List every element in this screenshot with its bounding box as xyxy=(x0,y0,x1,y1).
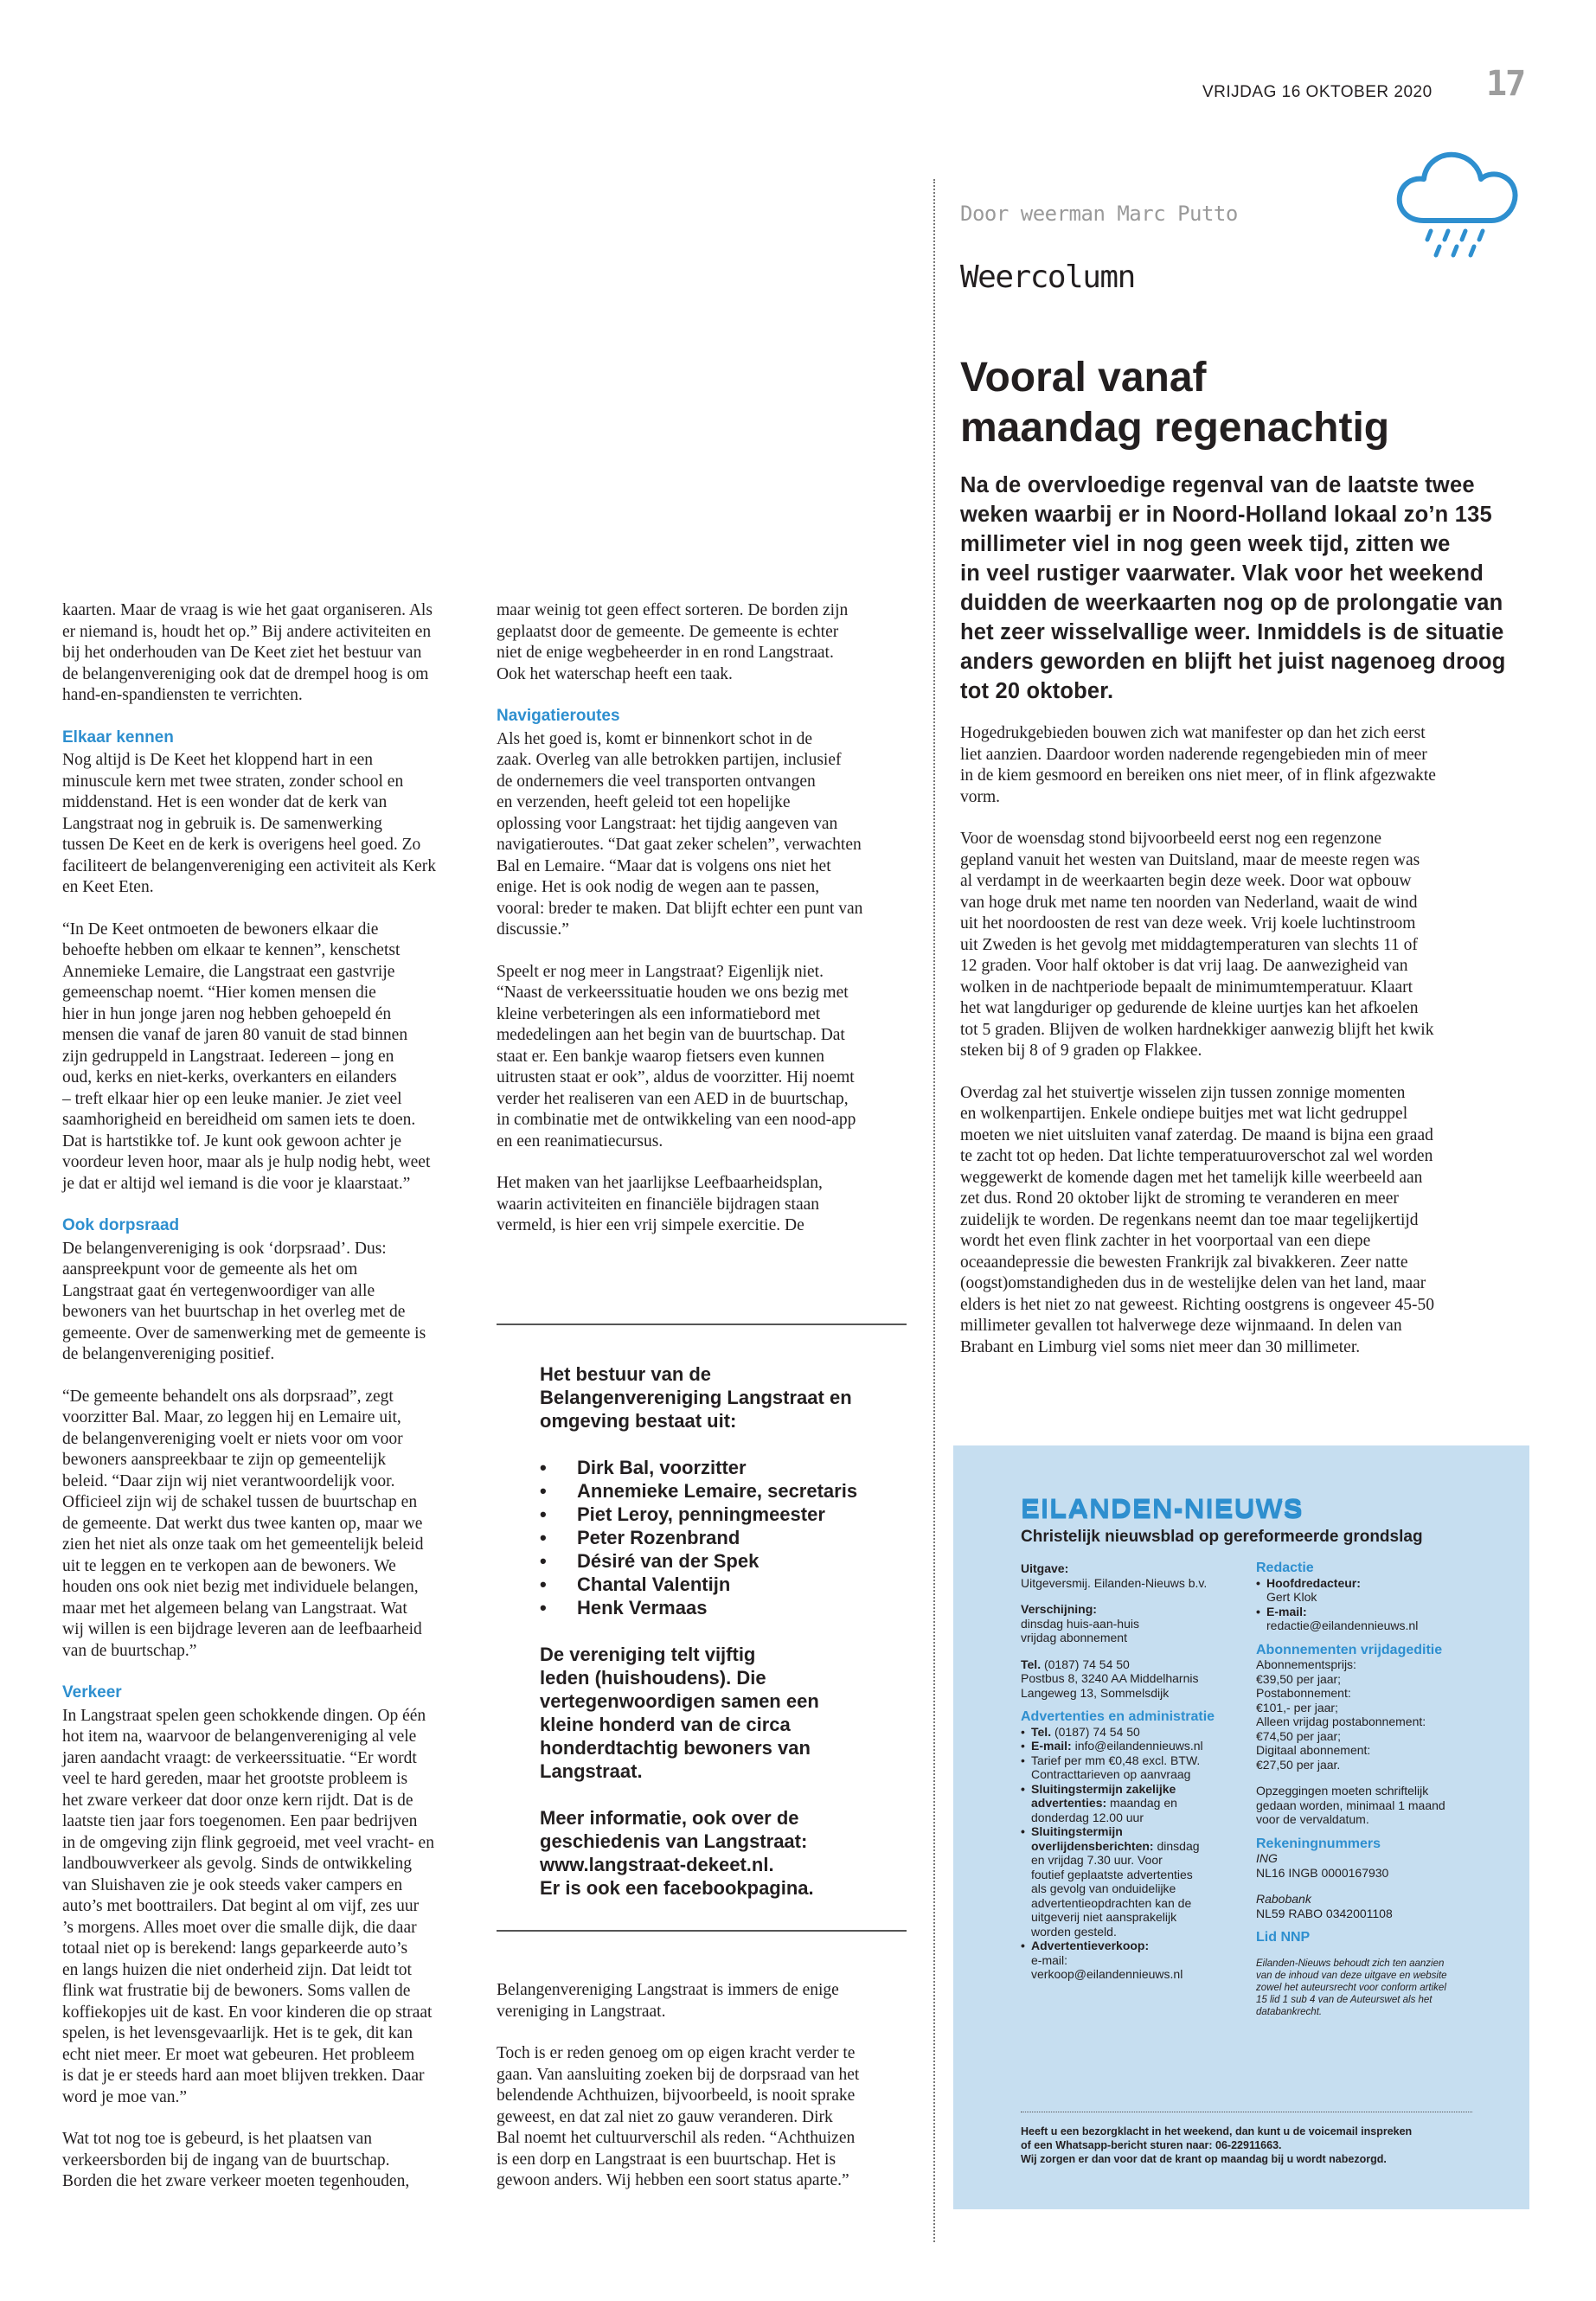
subheading: Elkaar kennen xyxy=(62,727,174,747)
colophon-left xyxy=(1021,1561,1247,1982)
text-line: waarin activiteiten en financiële bijdragen staan xyxy=(497,1195,820,1214)
abo-line: €27,50 per jaar. xyxy=(1256,1757,1341,1772)
text-line: hand-en-spandiensten te verrichten. xyxy=(62,686,303,704)
lead-line: het zeer wisselvallige weer. Inmiddels is de situatie xyxy=(960,620,1504,644)
headline-line: Vooral vanaf xyxy=(960,355,1207,401)
text-line: middenstand. Het is een wonder dat de kerk van xyxy=(62,793,388,811)
text-line: en langs huizen die niet onderheid zijn. Dat leidt tot xyxy=(62,1960,412,1979)
paragraph xyxy=(497,962,910,1153)
spacer xyxy=(1256,1772,1498,1784)
text-line: uit te leggen en te verkopen aan de bewoners. We xyxy=(62,1556,396,1575)
text-line: hot item na, waarvoor de belangenvereniging al vele xyxy=(62,1727,417,1746)
text-line: bewoners aanspreekbaar te zijn op gemeentelijk xyxy=(62,1451,387,1469)
text-line: in de kiem gesmoord en bereiken ons niet meer, of in flink afgezwakte xyxy=(960,766,1436,785)
disclaimer-line: zowel het auteursrecht voor conform artikel xyxy=(1256,1982,1446,1993)
paragraph xyxy=(497,600,910,685)
verschijning-label: Verschijning: xyxy=(1021,1602,1097,1616)
eilanden-nieuws-logo: EILANDEN-NIEUWS xyxy=(1021,1493,1304,1522)
delivery-complaint xyxy=(1021,2125,1479,2166)
paragraph xyxy=(62,600,476,707)
adv-tel-value: (0187) 74 54 50 xyxy=(1054,1724,1140,1739)
text-line: flink wat frustratie bij de bewoners. Soms vallen de xyxy=(62,1982,411,2000)
text-line: uit Zweden is het gevolg met middagtemperaturen van slechts 11 of xyxy=(960,935,1418,954)
text-line: vereniging in Langstraat. xyxy=(497,2002,666,2021)
text-line: Speelt er nog meer in Langstraat? Eigenlijk niet. xyxy=(497,962,824,981)
text-line: zijn gedruppeld in Langstraat. Iedereen – jong en xyxy=(62,1047,394,1066)
text-line: millimeter gevallen tot halverwege deze wijnmaand. In delen van xyxy=(960,1317,1402,1335)
board-infobox xyxy=(540,1362,903,1923)
text-line: honderdtachtig bewoners van xyxy=(540,1737,811,1759)
opzeg-line: voor de vervaldatum. xyxy=(1256,1812,1369,1826)
adv-tarief-2: Contracttarieven op aanvraag xyxy=(1031,1767,1191,1781)
text-line: kleine verbeteringen als een informatiebord met xyxy=(497,1004,821,1023)
text-line: belendende Achthuizen, bijvoorbeeld, is nooit sprake xyxy=(497,2086,856,2105)
address-line: Langeweg 13, Sommelsdijk xyxy=(1021,1685,1170,1700)
article-column-1 xyxy=(62,600,476,2193)
text-line: vermeld, is hier een vrij simpele exercitie. De xyxy=(497,1216,804,1234)
text-line: het zware verkeer dat door onze kern rijdt. Dat is de xyxy=(62,1791,413,1810)
text-line: de belangenvereniging ook dat de drempel hoog is om xyxy=(62,664,429,683)
colophon xyxy=(953,1445,1529,2209)
text-line: elders is het niet zo nat geweest. Richting oostgrens is ongeveer 45-50 xyxy=(960,1295,1435,1314)
text-line: Hogedrukgebieden bouwen zich wat manifester op dan het zich eerst xyxy=(960,724,1426,742)
abo-line: Digitaal abonnement: xyxy=(1256,1743,1371,1757)
board-member: • Dirk Bal, voorzitter xyxy=(540,1456,903,1479)
text-line: Ook het waterschap heeft een taak. xyxy=(497,664,733,683)
text-line: gemeente. Over de samenwerking met de gemeente is xyxy=(62,1324,426,1343)
abo-line: Abonnementsprijs: xyxy=(1256,1657,1356,1671)
text-line: al verdampt in de weerkaarten begin deze week. Door wat opbouw xyxy=(960,872,1412,890)
text-line: laatste tien jaar fors toegenomen. Een paar bedrijven xyxy=(62,1812,418,1830)
red-email-label: • E-mail: xyxy=(1256,1605,1498,1619)
headline-line: maandag regenachtig xyxy=(960,405,1390,451)
text-line: word je moe van.” xyxy=(62,2087,188,2106)
subheading: Ook dorpsraad xyxy=(62,1216,180,1234)
adv-sluit-label-2: advertenties: xyxy=(1031,1796,1111,1810)
text-line: Wat tot nog toe is gebeurd, is het plaatsen van xyxy=(62,2130,373,2148)
text-line: Nog altijd is De Keet het kloppend hart in een xyxy=(62,751,374,769)
text-line: geweest, en dat zal niet zo gauw veranderen. Dirk xyxy=(497,2107,833,2126)
box-rule-top xyxy=(497,1324,907,1325)
text-line: Er is ook een facebookpagina. xyxy=(540,1877,814,1899)
text-line: te zacht tot op heden. Dat lichte temperatuuroverschot zal wel worden xyxy=(960,1147,1433,1165)
disclaimer-line: 15 lid 1 sub 4 van de Auteurswet als het xyxy=(1256,1994,1433,2005)
text-line: bewoners van het buurtschap in het overleg met de xyxy=(62,1303,406,1321)
tel-value: (0187) 74 54 50 xyxy=(1043,1657,1130,1671)
paragraph xyxy=(497,1173,910,1237)
adv-overl-line: als gevolg van onduidelijke xyxy=(1031,1881,1176,1895)
adv-overl-line xyxy=(1021,1839,1247,1854)
text-line: oceaandepressie die bewesten Frankrijk zal bivakkeren. Zeer natte xyxy=(960,1253,1408,1272)
ing-label: ING xyxy=(1256,1851,1278,1865)
article-column-2-continued xyxy=(497,1980,910,2192)
adv-tel xyxy=(1021,1725,1247,1740)
text-line: oud, kerks en niet-kerks, overkanters en eilanders xyxy=(62,1068,397,1086)
lead-line: weken waarbij er in Noord-Holland lokaal zo’n 135 xyxy=(960,503,1492,527)
text-line: in combinatie met de ontwikkeling van een nood-app xyxy=(497,1111,856,1129)
text-line: je dat er altijd wel iemand is die voor je klaarstaat.” xyxy=(62,1174,411,1193)
text-line: Langstraat. xyxy=(540,1760,643,1782)
text-line: Borden die het zware verkeer moeten tegenhouden, xyxy=(62,2172,410,2190)
redactie-heading: Redactie xyxy=(1256,1561,1314,1575)
text-line: zet dus. Rond 20 oktober lijkt de stroming te veranderen en meer xyxy=(960,1189,1399,1208)
text-line: Toch is er reden genoeg om op eigen kracht verder te xyxy=(497,2044,856,2062)
spacer xyxy=(1021,1645,1247,1657)
rabo-label: Rabobank xyxy=(1256,1892,1311,1906)
text-line: het wat langduriger op gedurende de kleine uurtjes kan het afkoelen xyxy=(960,999,1419,1017)
text-line: Langstraat nog in gebruik is. De samenwerking xyxy=(62,814,382,833)
text-line: beleid. “Daar zijn wij niet verantwoordelijk voor. xyxy=(62,1471,395,1490)
text-line: Dat is hartstikke tof. Je kunt ook gewoon achter je xyxy=(62,1131,402,1150)
lead-line: in veel rustiger vaarwater. Vlak voor het weekend xyxy=(960,561,1484,586)
colophon-tagline: Christelijk nieuwsblad op gereformeerde grondslag xyxy=(1021,1528,1423,1546)
text-line: zuidelijk te worden. De regenkans neemt dan toe maar tegelijkertijd xyxy=(960,1210,1419,1229)
text-line: leden (huishoudens). Die xyxy=(540,1667,766,1689)
text-line: “De gemeente behandelt ons als dorpsraad”, zegt xyxy=(62,1387,394,1406)
text-line: uitrusten staat er ook”, aldus de voorzitter. Hij noemt xyxy=(497,1068,855,1086)
adv-sluit-value: maandag en xyxy=(1110,1796,1177,1810)
text-line: vorm. xyxy=(960,787,1001,806)
text-line: geplaatst door de gemeente. De gemeente is echter xyxy=(497,622,839,641)
text-line: De vereniging telt vijftig xyxy=(540,1644,756,1665)
text-line: van de buurtschap.” xyxy=(62,1641,197,1660)
subheading: Verkeer xyxy=(62,1683,122,1702)
paragraph xyxy=(62,750,476,899)
more-info-text xyxy=(540,1806,903,1900)
abo-heading: Abonnementen vrijdageditie xyxy=(1256,1642,1443,1657)
text-line: koffiekopjes uit de kast. En voor kinderen die op straat xyxy=(62,2003,433,2022)
text-line: kleine honderd van de circa xyxy=(540,1714,791,1735)
spacer xyxy=(1256,1945,1498,1958)
complaint-line: of een Whatsapp-bericht sturen naar: 06-22911663. xyxy=(1021,2139,1282,2151)
text-line: hier in hun jonge jaren nog hebben gehoepeld én xyxy=(62,1004,392,1023)
box-rule-bottom xyxy=(497,1930,907,1932)
hoofdred-label: • Hoofdredacteur: xyxy=(1256,1576,1498,1591)
text-line: Voor de woensdag stond bijvoorbeeld eerst nog een regenzone xyxy=(960,830,1381,848)
text-line: ’s morgens. Alles moet over die smalle dijk, die daar xyxy=(62,1918,417,1937)
adv-overl-line: worden gesteld. xyxy=(1031,1924,1117,1939)
paragraph xyxy=(960,1083,1566,1359)
paragraph xyxy=(497,2043,910,2192)
text-line: Langstraat gaat én vertegenwoordiger van alle xyxy=(62,1281,375,1300)
text-line: van Sluishaven zie je ook steeds vaker campers en xyxy=(62,1875,403,1894)
text-line: zien het niet als onze taak om het gemeentelijk beleid xyxy=(62,1535,424,1554)
byline: Door weerman Marc Putto xyxy=(960,202,1238,226)
weather-headline xyxy=(960,353,1566,453)
text-line: Het bestuur van de xyxy=(540,1363,712,1385)
text-line: totaal niet op is berekend: langs geparkeerde auto’s xyxy=(62,1939,408,1958)
abo-line: Alleen vrijdag postabonnement: xyxy=(1256,1715,1426,1728)
lead-line: anders geworden en blijft het juist nagenoeg droog xyxy=(960,650,1506,674)
adv-sluit-label: • Sluitingstermijn zakelijke xyxy=(1021,1782,1247,1797)
text-line: minuscule kern met twee straten, zonder school en xyxy=(62,772,404,791)
text-line: geschiedenis van Langstraat: xyxy=(540,1830,808,1852)
text-line: bij het onderhouden van De Keet ziet het bestuur van xyxy=(62,644,422,662)
spacer xyxy=(1256,1880,1498,1892)
abo-line: Postabonnement: xyxy=(1256,1686,1351,1700)
text-line: moeten we niet uitsluiten vanaf zaterdag. De maand is bijna een graad xyxy=(960,1125,1433,1144)
text-line: en wolkenpartijen. Enkele ondiepe buitjes met wat licht gedruppel xyxy=(960,1105,1408,1123)
address-line: Postbus 8, 3240 AA Middelharnis xyxy=(1021,1671,1199,1685)
text-line: tussen De Keet en de kerk is overigens heel goed. Zo xyxy=(62,836,421,854)
adv-email-value: info@eilandennieuws.nl xyxy=(1074,1739,1203,1753)
member-count-text xyxy=(540,1643,903,1783)
adv-overl-line: en vrijdag 7.30 uur. Voor xyxy=(1031,1853,1163,1867)
text-line: omgeving bestaat uit: xyxy=(540,1410,737,1432)
abo-line: €101,- per jaar; xyxy=(1256,1700,1338,1715)
subheading: Navigatieroutes xyxy=(497,707,620,725)
infobox-intro xyxy=(540,1362,903,1433)
weather-body xyxy=(960,723,1566,1358)
paragraph xyxy=(62,1706,476,2109)
adv-heading: Advertenties en administratie xyxy=(1021,1709,1215,1724)
text-line: 12 graden. Voor half oktober is dat vrij laag. De aanwezigheid van xyxy=(960,957,1408,975)
lead-line: duidden de weerkaarten nog op de prolongatie van xyxy=(960,591,1503,615)
board-member: • Peter Rozenbrand xyxy=(540,1526,903,1549)
text-line: echt niet meer. Er moet wat gebeuren. Het probleem xyxy=(62,2045,415,2064)
lead-line: tot 20 oktober. xyxy=(960,679,1114,703)
issue-date: VRIJDAG 16 OKTOBER 2020 xyxy=(1202,83,1433,101)
adv-overl-label: • Sluitingstermijn xyxy=(1021,1824,1247,1839)
text-line: maar weinig tot geen effect sorteren. De borden zijn xyxy=(497,601,849,619)
adv-tarief: • Tarief per mm €0,48 excl. BTW. xyxy=(1021,1753,1247,1768)
text-line: tot 5 graden. Blijven de wolken hardnekkiger aanwezig blijft het kwik xyxy=(960,1020,1434,1039)
text-line: gemeenschap noemt. “Hier komen mensen die xyxy=(62,984,376,1002)
uitgave: Uitgeversmij. Eilanden-Nieuws b.v. xyxy=(1021,1575,1208,1590)
abo-line: €74,50 per jaar; xyxy=(1256,1728,1342,1743)
complaint-line: Wij zorgen er dan voor dat de krant op maandag bij u wordt nabezorgd. xyxy=(1021,2153,1387,2165)
red-email: redactie@eilandennieuws.nl xyxy=(1266,1618,1419,1632)
text-line: – treft elkaar hier op een leuke manier. Je ziet veel xyxy=(62,1089,402,1108)
text-line: wij willen is een bijdrage leveren aan de leefbaarheid xyxy=(62,1620,422,1638)
text-line: landbouwverkeer als gevolg. Sinds de ontwikkeling xyxy=(62,1855,413,1873)
text-line: wordt het even flink zachter in het voorportaal van een diepe xyxy=(960,1232,1371,1250)
adv-overl-line: advertentieopdrachten kan de xyxy=(1031,1895,1192,1910)
hoofdred: Gert Klok xyxy=(1266,1590,1317,1604)
column-divider xyxy=(933,179,935,2242)
verschijning-line: vrijdag abonnement xyxy=(1021,1631,1127,1644)
text-line: Bal en Lemaire. “Maar dat is volgens ons niet het xyxy=(497,856,831,875)
text-line: niet de enige wegbeheerder in en rond Langstraat. xyxy=(497,644,834,662)
text-line: mensen die vanaf de jaren 80 vanuit de stad binnen xyxy=(62,1026,408,1044)
adv-tel-label: Tel. xyxy=(1031,1724,1054,1739)
adv-sluit-line xyxy=(1021,1796,1247,1811)
board-member: • Annemieke Lemaire, secretaris xyxy=(540,1479,903,1503)
paragraph xyxy=(497,729,910,941)
telephone xyxy=(1021,1657,1247,1672)
paragraph xyxy=(960,829,1566,1062)
colophon-right xyxy=(1256,1561,1498,2018)
lead-line: Na de overvloedige regenval van de laatste twee xyxy=(960,473,1475,497)
complaint-line: Heeft u een bezorgklacht in het weekend, dan kunt u de voicemail inspreken xyxy=(1021,2125,1413,2138)
text-line: staat er. Een bankje waarop fietsers even kunnen xyxy=(497,1047,825,1066)
text-line: verder het realiseren van een AED in de buurtschap, xyxy=(497,1089,849,1108)
text-line: “Naast de verkeerssituatie houden we ons bezig met xyxy=(497,984,849,1002)
text-line: en een reanimatiecursus. xyxy=(497,1131,663,1150)
adv-overl-value: dinsdag xyxy=(1157,1838,1200,1853)
text-line: Belangenvereniging Langstraat en xyxy=(540,1387,852,1408)
opzeg-line: Opzeggingen moeten schriftelijk xyxy=(1256,1784,1429,1798)
text-line: faciliteert de belangenvereniging een activiteit als Kerk xyxy=(62,856,437,875)
text-line: de belangenvereniging positief. xyxy=(62,1345,275,1363)
adv-overl-line: foutief geplaatste advertenties xyxy=(1031,1867,1193,1881)
text-line: van hoge druk met name ten noorden van Nederland, waait de wind xyxy=(960,893,1418,912)
disclaimer-line: van de inhoud van deze uitgave en website xyxy=(1256,1970,1447,1981)
text-line: de ondernemers die veel transporten ontvangen xyxy=(497,772,816,791)
text-line: Belangenvereniging Langstraat is immers de enige xyxy=(497,1981,839,1999)
text-line: de belangenvereniging voelt er niets voor om voor xyxy=(62,1429,403,1448)
text-line: steken bij 8 of 9 graden op Flakkee. xyxy=(960,1042,1202,1060)
board-member: • Désiré van der Spek xyxy=(540,1549,903,1573)
text-line: Als het goed is, komt er binnenkort schot in de xyxy=(497,729,813,748)
ing-account: NL16 INGB 0000167930 xyxy=(1256,1865,1389,1880)
tel-label: Tel. xyxy=(1021,1657,1044,1671)
text-line: er niemand is, houdt het op.” Bij andere activiteiten en xyxy=(62,622,432,641)
text-line: Bal noemt het cultuurverschil als reden. “Achthuizen xyxy=(497,2129,856,2147)
text-line: de gemeente. Dat werkt dus twee kanten op, maar we xyxy=(62,1514,423,1533)
board-member-list xyxy=(540,1456,903,1619)
section-title: Weercolumn xyxy=(960,260,1135,295)
text-line: In Langstraat spelen geen schokkende dingen. Op één xyxy=(62,1706,426,1725)
adv-email-label: E-mail: xyxy=(1031,1739,1075,1753)
rain-cloud-icon xyxy=(1391,141,1521,262)
adv-verkoop-label: • Advertentieverkoop: xyxy=(1021,1939,1247,1953)
text-line: saamhorigheid en bereidheid om samen iets te doen. xyxy=(62,1111,416,1129)
text-line: Overdag zal het stuivertje wisselen zijn tussen zonnige momenten xyxy=(960,1083,1406,1102)
text-line: mededelingen aan het begin van de buurtschap. Dat xyxy=(497,1026,845,1044)
text-line: Het maken van het jaarlijkse Leefbaarheidsplan, xyxy=(497,1174,823,1192)
text-line: maar met het algemeen belang van Langstraat. Wat xyxy=(62,1599,407,1618)
text-line: en verzenden, heeft geleid tot een hopelijke xyxy=(497,793,791,811)
text-line: behoefte hebben om elkaar te kennen”, kenschetst xyxy=(62,941,401,959)
paragraph xyxy=(62,1239,476,1366)
paragraph xyxy=(497,1980,910,2022)
text-line: www.langstraat-dekeet.nl. xyxy=(540,1854,774,1875)
text-line: zaak. Overleg van alle betrokken partijen, inclusief xyxy=(497,751,842,769)
abo-line: €39,50 per jaar; xyxy=(1256,1671,1342,1686)
text-line: is dat je er steeds hard aan moet blijven trekken. Daar xyxy=(62,2067,425,2085)
text-line: “In De Keet ontmoeten de bewoners elkaar die xyxy=(62,920,379,939)
text-line: oplossing voor Langstraat: het tijdig aangeven van xyxy=(497,814,838,833)
text-line: liet aanzien. Daardoor worden naderende regengebieden min of meer xyxy=(960,745,1427,764)
paragraph xyxy=(62,920,476,1195)
board-member: • Piet Leroy, penningmeester xyxy=(540,1503,903,1526)
rek-heading: Rekeningnummers xyxy=(1256,1836,1381,1851)
text-line: gewoon anders. Wij hebben een soort status aparte.” xyxy=(497,2171,849,2189)
disclaimer-line: databankrecht. xyxy=(1256,2006,1323,2017)
text-line: Officieel zijn wij de schakel tussen de buurtschap en xyxy=(62,1493,418,1511)
text-line: vertegenwoordigen samen een xyxy=(540,1690,819,1712)
board-member: • Henk Vermaas xyxy=(540,1596,903,1619)
text-line: voorzitter Bal. Maar, zo leggen hij en Lemaire uit, xyxy=(62,1408,401,1426)
disclaimer xyxy=(1256,1958,1498,2018)
text-line: gaan. Van aansluiting zoeken bij de dorpsraad van het xyxy=(497,2065,860,2084)
text-line: weggewerkt de komende dagen met het tamelijk kille weerbeeld aan xyxy=(960,1168,1423,1187)
adv-email xyxy=(1021,1739,1247,1753)
text-line: en Keet Eten. xyxy=(62,878,154,896)
text-line: enige. Het is ook nodig de wegen aan te passen, xyxy=(497,878,820,896)
text-line: aanspreekpunt voor de gemeente als het om xyxy=(62,1260,358,1279)
paragraph xyxy=(62,2129,476,2193)
text-line: jaren aandacht vraagt: de verkeerssituatie. “Er wordt xyxy=(62,1748,417,1767)
text-line: veel te hard gereden, maar het grootste probleem is xyxy=(62,1770,408,1788)
text-line: vooral: breder te maken. Dat blijft echter een punt van xyxy=(497,899,863,918)
adv-sluit-value-2: donderdag 12.00 uur xyxy=(1031,1810,1144,1824)
text-line: is een dorp en Langstraat is een buurtschap. Het is xyxy=(497,2150,836,2169)
disclaimer-line: Eilanden-Nieuws behoudt zich ten aanzien xyxy=(1256,1958,1445,1969)
verschijning-line: dinsdag huis-aan-huis xyxy=(1021,1616,1139,1631)
article-column-2 xyxy=(497,600,910,1237)
text-line: voordeur leven hoor, maar als je hulp nodig hebt, weet xyxy=(62,1153,431,1171)
page-number: 17 xyxy=(1486,64,1525,104)
text-line: uit het noordoosten de rest van deze week. Vrij koele luchtinstroom xyxy=(960,914,1416,933)
text-line: (oogst)omstandigheden dus in de westelijke delen van het land, maar xyxy=(960,1274,1426,1292)
text-line: kaarten. Maar de vraag is wie het gaat organiseren. Als xyxy=(62,601,433,619)
adv-overl-line: uitgeverij niet aansprakelijk xyxy=(1031,1910,1177,1924)
adv-verkoop-line: e-mail: xyxy=(1031,1952,1068,1967)
text-line: discussie.” xyxy=(497,920,569,939)
text-line: in de omgeving zijn flink gegroeid, met veel vracht- en xyxy=(62,1833,434,1852)
text-line: Brabant en Limburg viel soms niet meer dan 30 millimeter. xyxy=(960,1337,1361,1356)
rabo-account: NL59 RABO 0342001108 xyxy=(1256,1906,1393,1920)
text-line: spelen, is het levensgevaarlijk. Het is te gek, dit kan xyxy=(62,2024,413,2042)
text-line: houden ons ook niet bezig met individuele belangen, xyxy=(62,1578,419,1596)
uitgave-label: Uitgave: xyxy=(1021,1561,1069,1575)
board-member: • Chantal Valentijn xyxy=(540,1573,903,1596)
text-line: gepland vanuit het westen van Duitsland, maar de meeste regen was xyxy=(960,850,1420,869)
adv-verkoop-line: verkoop@eilandennieuws.nl xyxy=(1031,1967,1183,1981)
spacer xyxy=(1021,1590,1247,1602)
text-line: Annemieke Lemaire, die Langstraat een gastvrije xyxy=(62,962,395,981)
text-line: verkeersborden bij de ingang van de buurtschap. xyxy=(62,2150,390,2170)
text-line: navigatieroutes. “Dat gaat zeker schelen”, verwachten xyxy=(497,836,862,854)
paragraph xyxy=(62,1387,476,1663)
text-line: Meer informatie, ook over de xyxy=(540,1807,799,1829)
paragraph xyxy=(960,723,1566,808)
text-line: De belangenvereniging is ook ‘dorpsraad’. Dus: xyxy=(62,1239,387,1258)
text-line: wolken in de nachtperiode bepaalt de minimumtemperatuur. Klaart xyxy=(960,977,1413,997)
weather-lead xyxy=(960,471,1566,706)
lead-line: millimeter viel in nog geen week tijd, zitten we xyxy=(960,532,1451,556)
nnp-heading: Lid NNP xyxy=(1256,1930,1311,1945)
adv-overl-label-2: overlijdensberichten: xyxy=(1031,1838,1157,1853)
text-line: auto’s met boottrailers. Dat begint al om vijf, zes uur xyxy=(62,1897,420,1915)
opzeg-line: gedaan worden, minimaal 1 maand xyxy=(1256,1798,1445,1812)
